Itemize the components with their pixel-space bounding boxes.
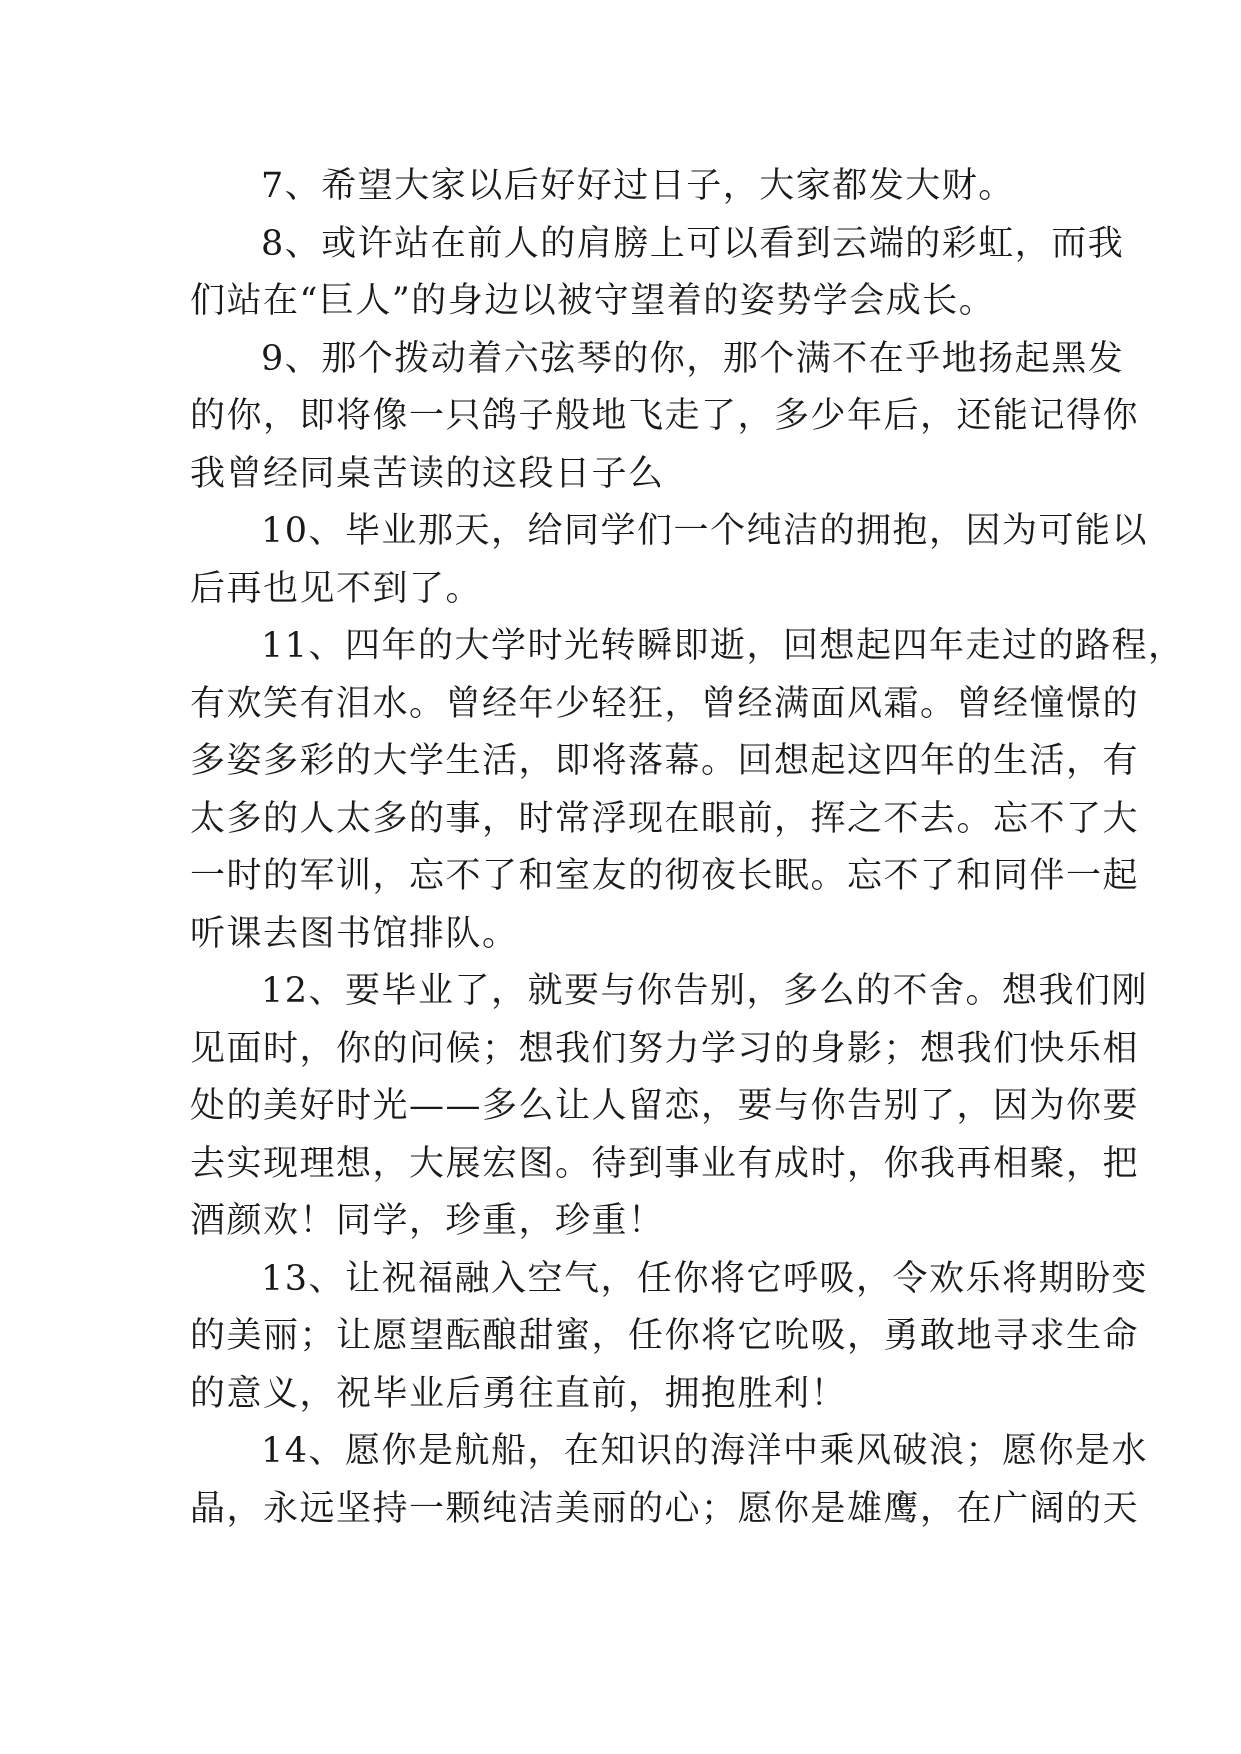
text-line: 一时的军训，忘不了和室友的彻夜长眠。忘不了和同伴一起 (190, 856, 1140, 896)
text-line: 14、愿你是航船，在知识的海洋中乘风破浪；愿你是水 (261, 1431, 1149, 1471)
paragraph (190, 158, 1050, 216)
text-line: 太多的人太多的事，时常浮现在眼前，挥之不去。忘不了大 (190, 798, 1140, 839)
text-line: 11、四年的大学时光转瞬即逝，回想起四年走过的路程， (261, 626, 1185, 666)
paragraph (190, 963, 1149, 1251)
text-line: 晶，永远坚持一颗纯洁美丽的心；愿你是雄鹰，在广阔的天 (190, 1488, 1140, 1529)
text-line: 的你，即将像一只鸽子般地飞走了，多少年后，还能记得你 (190, 396, 1140, 436)
text-line: 见面时，你的问候；想我们努力学习的身影；想我们快乐相 (190, 1028, 1140, 1069)
text-line: 8、或许站在前人的肩膀上可以看到云端的彩虹，而我 (261, 223, 1125, 264)
paragraph (190, 618, 1185, 963)
text-line: 处的美好时光——多么让人留恋，要与你告别了，因为你要 (190, 1086, 1140, 1126)
paragraph (190, 216, 1125, 331)
text-line: 13、让祝福融入空气，任你将它呼吸，令欢乐将期盼变 (261, 1258, 1149, 1299)
text-line: 10、毕业那天，给同学们一个纯洁的拥抱，因为可能以 (261, 511, 1149, 551)
paragraph (190, 1423, 1149, 1538)
text-line: 7、希望大家以后好好过日子，大家都发大财。 (261, 166, 1015, 206)
paragraph (190, 503, 1149, 618)
text-line: 听课去图书馆排队。 (190, 913, 519, 954)
text-line: 的美丽；让愿望酝酿甜蜜，任你将它吮吸，勇敢地寻求生命 (190, 1316, 1140, 1356)
text-line: 的意义，祝毕业后勇往直前，拥抱胜利！ (190, 1373, 848, 1414)
paragraph (190, 1251, 1149, 1424)
text-line: 酒颜欢！同学，珍重，珍重！ (190, 1201, 665, 1241)
text-line: 多姿多彩的大学生活，即将落幕。回想起这四年的生活，有 (190, 741, 1140, 781)
text-line: 9、那个拨动着六弦琴的你，那个满不在乎地扬起黑发 (261, 338, 1125, 379)
paragraph (190, 331, 1140, 504)
text-line: 后再也见不到了。 (190, 568, 483, 609)
text-line: 12、要毕业了，就要与你告别，多么的不舍。想我们刚 (261, 971, 1149, 1011)
text-line: 去实现理想，大展宏图。待到事业有成时，你我再相聚，把 (190, 1143, 1140, 1184)
document-body (190, 158, 1185, 1538)
text-line: 我曾经同桌苦读的这段日子么 (190, 453, 665, 494)
text-line: 有欢笑有泪水。曾经年少轻狂，曾经满面风霜。曾经憧憬的 (190, 683, 1140, 724)
text-line: 们站在“巨人”的身边以被守望着的姿势学会成长。 (190, 281, 996, 321)
